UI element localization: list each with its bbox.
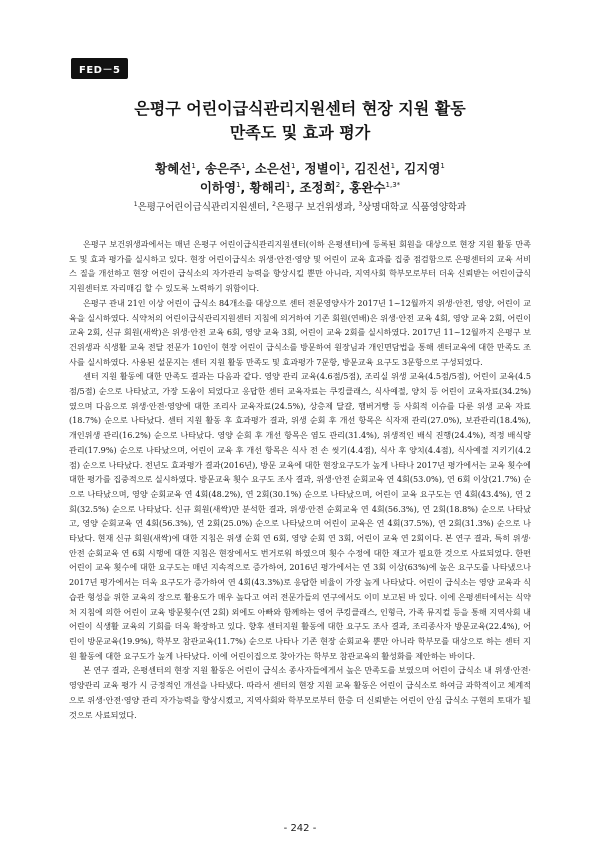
author-affiliation-mark: 1 — [236, 181, 241, 189]
author-affiliation-mark: 1 — [340, 162, 346, 170]
affiliation-mark: 2 — [272, 200, 276, 208]
author-affiliation-mark: 1 — [285, 181, 291, 189]
author-name: 김지영 — [404, 161, 441, 177]
author-name: 홍완수 — [349, 180, 386, 196]
paragraph: 본 연구 결과, 은평센터의 현장 지원 활동은 어린이 급식소 종사자들에게서 높은 만족도를 보였으며 어린이 급식소 내 위생·안전·영양관리 교육 평가 시 긍정적인 개선을 나타냈다. 따라서 센터의 현장 지원 교육 활동은 어린이 급식소로 하여금 과학적이고 체계적으로 위생·안전·영양 관리 자가능력을 향상시켰고, 지역사회와 학부모로부터 한층 더 신뢰받는 어린이 안심 급식소 구현의 토대가 될 것으로 사료되었다. — [69, 665, 531, 720]
paragraph: 은평구 관내 21인 이상 어린이 급식소 84개소를 대상으로 센터 전문영양사가 2017년 1~12월까지 위생·안전, 영양, 어린이 교육을 실시하였다. 식약처의 어린이급식관리지원센터 지침에 의거하여 기존 회원(연배)은 위생·안전 교육 4회, 영양 교육 2회, 어린이 교육 2회, 신규 회원(새싹)은 위생·안전 교육 6회, 영양 교육 3회, 어린이 교육 2회를 실시하였다. 2017년 11~12월까지 은평구 보건위생과 식생활 교육 전달 전문가 10인이 현장 어린이 급식소를 방문하여 원장님과 개인면담법을 통해 센터교육에 대한 만족도 조사를 실시하였다. 사용된 설문지는 센터 지원 활동 만족도 및 효과평가 7문항, 방문교육 요구도 3문항으로 구성되었다. — [69, 297, 532, 367]
author-affiliation-mark: 1 — [290, 162, 296, 170]
page-number: - 242 - — [283, 823, 317, 834]
affiliation-name: 상명대학교 식품영양학과 — [362, 202, 467, 213]
author-affiliation-mark: 1,3* — [385, 181, 401, 189]
affiliation-mark: 3 — [358, 200, 363, 208]
author-affiliation-mark: 1 — [191, 162, 196, 170]
author-affiliation-mark: 2 — [335, 181, 341, 189]
paragraph: 은평구 보건위생과에서는 매년 은평구 어린이급식관리지원센터(이하 은평센터)에 등록된 회원을 대상으로 현장 지원 활동 만족도 및 효과 평가를 실시하고 있다. 현장 어린이급식소 위생·안전·영양 및 어린이 교육 효과를 집중 점검함으로 은평센터의 교육 서비스 질을 개선하고 현장 어린이 급식소의 자가관리 능력을 향상시킬 뿐만 아니라, 지역사회 학부모로부터 더욱 신뢰받는 어린이급식지원센터로 자리매김 할 수 있도록 노력하기 위함이다. — [69, 239, 531, 294]
author-name: 조정희 — [299, 180, 336, 196]
author-name: 황해리 — [249, 180, 286, 196]
affiliation-mark: 1 — [133, 200, 138, 208]
affiliation-name: 은평구어린이급식관리지원센터 — [137, 202, 267, 213]
session-tag: FED－5 — [71, 58, 128, 79]
affiliation-name: 은평구 보건위생과 — [275, 202, 353, 213]
paper-title-line1: 은평구 어린이급식관리지원센터 현장 지원 활동 — [134, 99, 466, 118]
author-name: 이하영 — [199, 180, 237, 196]
author-name: 소은선 — [254, 161, 291, 177]
author-affiliation-mark: 1 — [390, 162, 396, 170]
author-name: 김진선 — [354, 161, 391, 177]
paper-title-line2: 만족도 및 효과 평가 — [229, 123, 371, 142]
paragraph: 센터 지원 활동에 대한 만족도 결과는 다음과 같다. 영양 관리 교육(4.6점/5점), 조리실 위생 교육(4.5점/5점), 어린이 교육(4.5점/5점) 순으로 나타났고, 가장 도움이 되었다고 응답한 센터 교육자료는 쿠킹클래스, 식사예절, 양치 등 어린이 교육자료(34.2%)였으며 다음으로 위생·안전·영양에 대한 조리사 교육자료(24.5%), 상층제 달걀, 햄버거빵 등 사회적 이슈를 다룬 위생 교육 자료(18.7%) 순으로 나타났다. 센터 지원 활동 후 효과평가 결과, 위생 순회 후 개선 항목은 식자재 관리(27.0%), 보관관리(18.4%), 개인위생 관리(16.2%) 순으로 나타났다. 영양 순회 후 개선 항목은 염도 관리(31.4%), 위생적인 배식 진행(24.4%), 적정 배식량 관리(17.9%) 순으로 나타났으며, 어린이 교육 후 개선 항목은 식사 전 손 씻기(4.4점), 식사 후 양치(4.4점), 식사예절 지키기(4.2점) 순으로 나타났다. 전년도 효과평가 결과(2016년), 방문 교육에 대한 현장요구도가 높게 나타나 2017년 평가에서는 교육 횟수에 대한 평가를 집중적으로 실시하였다. 방문교육 횟수 요구도 조사 결과, 위생·안전 순회교육 연 4회(53.0%), 연 6회 이상(21.7%) 순으로 나타났으며, 영양 순회교육 연 4회(48.2%), 연 2회(30.1%) 순으로 나타났으며, 어린이 교육 요구도는 연 4회(43.4%), 연 2회(32.5%) 순으로 나타났다. 신규 회원(새싹)만 분석한 결과, 위생·안전 순회교육 연 4회(56.3%), 연 2회(18.8%) 순으로 나타났고, 영양 순회교육 연 4회(56.3%), 연 2회(25.0%) 순으로 나타났으며 어린이 교육은 연 4회(37.5%), 연 2회(31.3%) 순으로 나타났다. 현재 신규 회원(새싹)에 대한 지침은 위생 순회 연 6회, 영양 순회 연 3회, 어린이 교육 연 2회이다. 본 연구 결과, 특히 위생·안전 순회교육 연 6회 시행에 대한 지침은 현장에서도 번거로워 하였으며 횟수 수정에 대한 재고가 필요한 것으로 사료되었다. 한편 어린이 교육 횟수에 대한 요구도는 매년 지속적으로 증가하여, 2016년 평가에서는 연 3회 이상(63%)에 높은 요구도를 나타냈으나 2017년 평가에서는 더욱 요구도가 증가하여 연 4회(43.3%)로 응답한 비율이 가장 높게 나타났다. 어린이 급식소는 영양 교육과 식습관 형성을 위한 교육의 장으로 활용도가 매우 높다고 여러 전문가들의 연구에서도 이미 보고된 바 있다. 이에 은평센터에서는 식약처 지침에 의한 어린이 교육 방문횟수(연 2회) 외에도 아빠와 함께하는 영어 쿠킹클래스, 인형극, 가족 뮤지컬 등을 통해 지역사회 내 어린이 식생활 교육의 기회를 더욱 확장하고 있다. 향후 센터지원 활동에 대한 요구도 조사 결과, 조리종사자 방문교육(22.4%), 어린이 방문교육(19.9%), 학부모 참관교육(11.7%) 순으로 나타나 기존 현장 순회교육 뿐만 아니라 학부모를 대상으로 하는 센터 지원 활동에 대한 요구도가 높게 나타났다. 이에 어린이집으로 찾아가는 학부모 참관교육의 활성화를 제안하는 바이다. — [69, 371, 532, 661]
author-list-line2: 이하영$^1$, 황해리$^1$, 조정희$^2$, 홍완수$^{1,3*}$ — [199, 180, 401, 196]
abstract-body — [69, 237, 531, 722]
author-name: 송은주 — [204, 161, 242, 177]
author-affiliation-mark: 1 — [241, 162, 246, 170]
author-name: 황혜선 — [155, 161, 192, 177]
author-list-line1: 황혜선$^1$, 송은주$^1$, 소은선$^1$, 정별이$^1$, 김진선$^1$, 김지영$^1$ — [155, 161, 445, 177]
author-name: 정별이 — [304, 161, 341, 177]
affiliations: $^1$은평구어린이급식관리지원센터, $^2$은평구 보건위생과, $^3$상명대학교 식품영양학과 — [133, 200, 467, 213]
author-affiliation-mark: 1 — [440, 162, 445, 170]
